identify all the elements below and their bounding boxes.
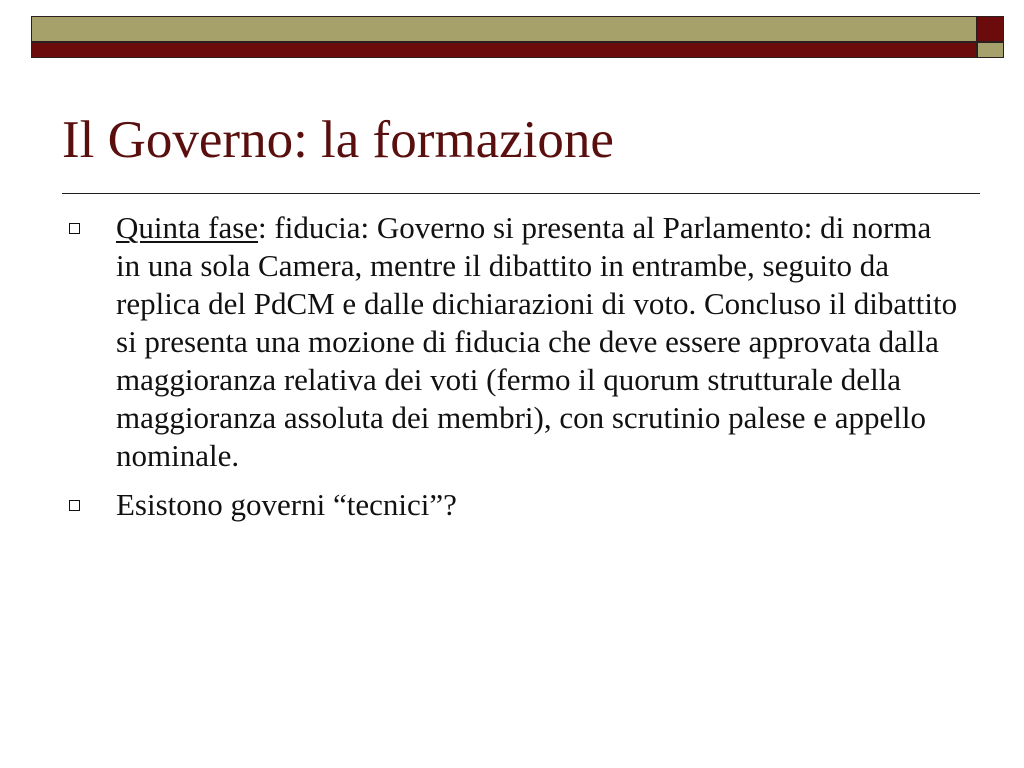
hollow-square-bullet-icon — [69, 500, 80, 511]
bullet-text: Esistono governi “tecnici”? — [116, 487, 457, 522]
bullet-lead-term: Quinta fase — [116, 210, 259, 245]
bullet-item-governi-tecnici — [62, 486, 962, 524]
header-maroon-square — [977, 16, 1004, 42]
bullet-text: : fiducia: Governo si presenta al Parlamento: di norma in una sola Camera, mentre il dibattito in entrambe, seguito da replica del PdCM e dalle dichiarazioni di voto. Concluso il dibattito si presenta una mozione di fiducia che deve essere approvata dalla maggioranza relativa dei voti (fermo il quorum strutturale della maggioranza assoluta dei membri), con scrutinio palese e appello nominale. — [116, 210, 958, 473]
slide-title: Il Governo: la formazione — [62, 111, 614, 169]
hollow-square-bullet-icon — [69, 223, 80, 234]
bullet-item-quinta-fase — [62, 209, 962, 475]
title-divider — [62, 193, 980, 194]
header-olive-bar — [31, 16, 977, 42]
bullet-list — [62, 209, 962, 524]
header-olive-square — [977, 42, 1004, 58]
header-maroon-bar — [31, 42, 977, 58]
